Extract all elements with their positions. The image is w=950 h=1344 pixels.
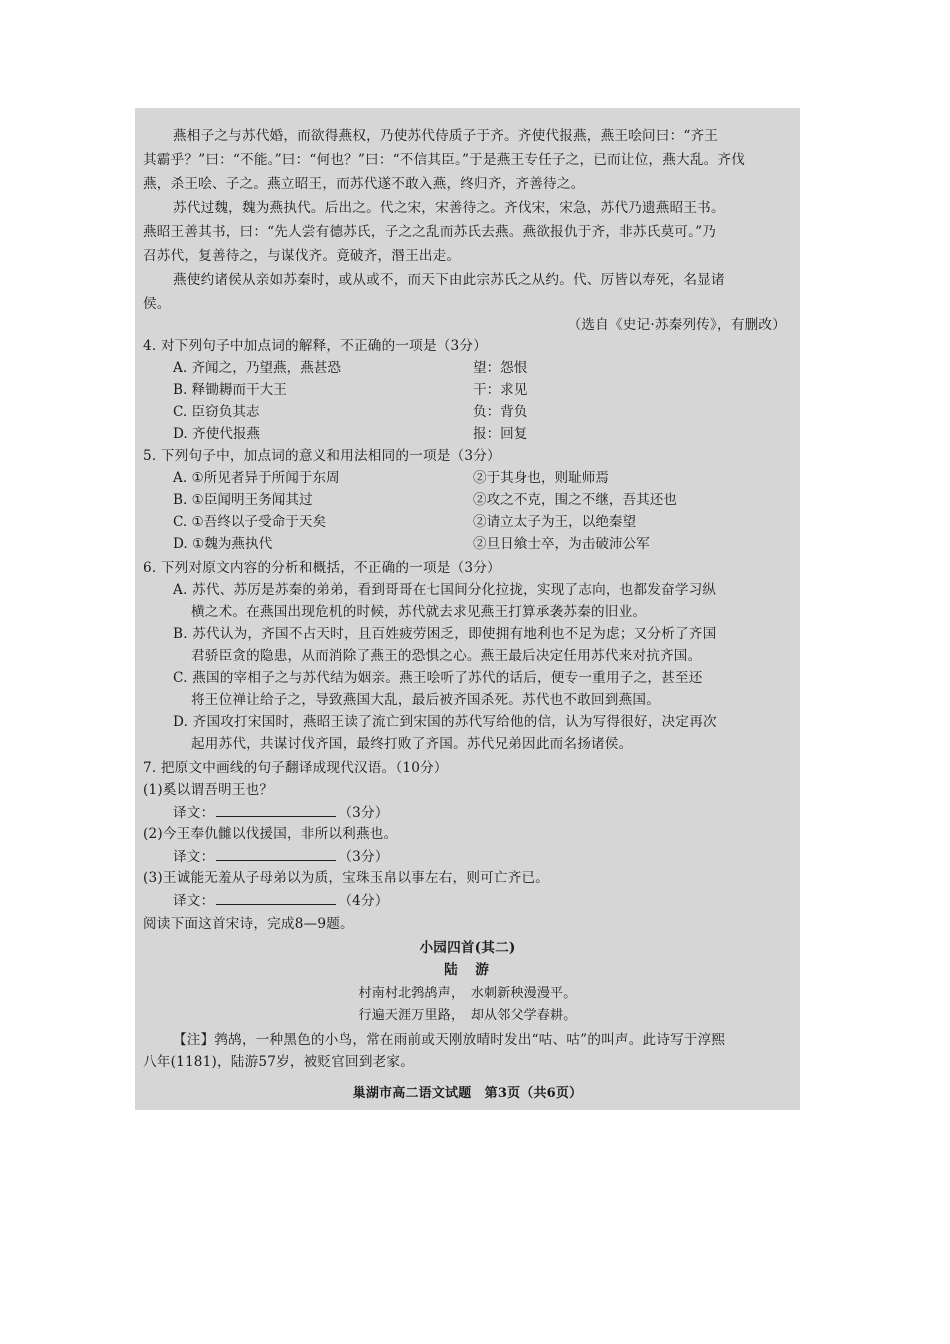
question-4-stem: 4. 对下列句子中加点词的解释，不正确的一项是（3分） <box>143 338 487 354</box>
q5-option-b-2: ②攻之不克，围之不继，吾其还也 <box>473 492 677 508</box>
q4-option-c: C. 臣窃负其志 <box>173 404 260 420</box>
poem-note-line: 【注】鹁鸪，一种黑色的小鸟，常在雨前或天刚放晴时发出“咕、咕”的叫声。此诗写于淳熙 <box>173 1032 726 1048</box>
page-footer: 巢湖市高二语文试题 第3页（共6页） <box>352 1086 583 1101</box>
q5-option-d-2: ②旦日飨士卒，为击破沛公军 <box>473 536 650 552</box>
q6-option-d-line: 起用苏代，共谋讨伐齐国，最终打败了齐国。苏代兄弟因此而名扬诸侯。 <box>191 736 633 752</box>
q6-option-c-line: C. 燕国的宰相子之与苏代结为姻亲。燕王哙听了苏代的话后，便专一重用子之，甚至还 <box>173 670 703 686</box>
passage-line: 燕，杀王哙、子之。燕立昭王，而苏代遂不敢入燕，终归齐，齐善待之。 <box>143 176 585 192</box>
poem-title: 小园四首(其二) <box>419 940 516 956</box>
passage-line: 其霸乎？”曰：“不能。”曰：“何也？”曰：“不信其臣。”于是燕王专任子之，已而让位，燕大乱。齐伐 <box>143 152 745 168</box>
answer-label: 译文： <box>173 805 215 821</box>
question-6-stem: 6. 下列对原文内容的分析和概括，不正确的一项是（3分） <box>143 560 501 576</box>
answer-blank[interactable] <box>216 890 336 905</box>
poem-instructions: 阅读下面这首宋诗，完成8—9题。 <box>143 916 354 932</box>
score: （3分） <box>338 849 389 865</box>
score: （4分） <box>338 893 389 909</box>
q4-option-d: D. 齐使代报燕 <box>173 426 261 442</box>
q7-answer-row-3 <box>173 890 794 911</box>
q5-option-c-2: ②请立太子为王，以绝秦望 <box>473 514 637 530</box>
q4-option-a-gloss: 望：怨恨 <box>473 360 528 376</box>
exam-page <box>135 108 800 1110</box>
q6-option-a-line: A. 苏代、苏厉是苏秦的弟弟，看到哥哥在七国间分化拉拢，实现了志向，也都发奋学习纵 <box>173 582 717 598</box>
poem-line-1: 村南村北鹁鸪声， 水刺新秧漫漫平。 <box>358 986 577 1001</box>
q6-option-d-line: D. 齐国攻打宋国时，燕昭王读了流亡到宋国的苏代写给他的信，认为写得很好，决定再次 <box>173 714 717 730</box>
q7-sentence-1: (1)奚以谓吾明王也？ <box>143 782 274 798</box>
q5-option-c-1: C. ①吾终以子受命于天矣 <box>173 514 327 530</box>
score: （3分） <box>338 805 389 821</box>
answer-label: 译文： <box>173 849 215 865</box>
q6-option-c-line: 将王位禅让给子之，导致燕国大乱，最后被齐国杀死。苏代也不敢回到燕国。 <box>191 692 660 708</box>
passage-source: （选自《史记·苏秦列传》，有删改） <box>567 317 786 333</box>
question-5-stem: 5. 下列句子中，加点词的意义和用法相同的一项是（3分） <box>143 448 501 464</box>
q7-sentence-3: (3)王诚能无羞从子母弟以为质，宝珠玉帛以事左右，则可亡齐已。 <box>143 870 550 886</box>
answer-blank[interactable] <box>216 846 336 861</box>
q4-option-c-gloss: 负：背负 <box>473 404 528 420</box>
q7-answer-row-2 <box>173 846 794 867</box>
poem-line-2: 行遍天涯万里路， 却从邻父学春耕。 <box>358 1008 577 1023</box>
answer-label: 译文： <box>173 893 215 909</box>
passage-line: 召苏代，复善待之，与谋伐齐。竟破齐，湣王出走。 <box>143 248 461 264</box>
q4-option-a: A. 齐闻之，乃望燕，燕甚恐 <box>173 360 341 376</box>
q4-option-b: B. 释锄耨而干大王 <box>173 382 287 398</box>
passage-line: 燕昭王善其书，曰：“先人尝有德苏氏，子之之乱而苏氏去燕。燕欲报仇于齐，非苏氏莫可。”乃 <box>143 224 717 240</box>
q5-option-a-2: ②于其身也，则耻师焉 <box>473 470 609 486</box>
q7-answer-row-1 <box>173 802 794 823</box>
answer-blank[interactable] <box>216 802 336 817</box>
q6-option-b-line: 君骄臣贪的隐患，从而消除了燕王的恐惧之心。燕王最后决定任用苏代来对抗齐国。 <box>191 648 702 664</box>
q6-option-b-line: B. 苏代认为，齐国不占天时，且百姓疲劳困乏，即使拥有地利也不足为虑；又分析了齐国 <box>173 626 717 642</box>
passage-line: 苏代过魏，魏为燕执代。后出之。代之宋，宋善待之。齐伐宋，宋急，苏代乃遗燕昭王书。 <box>173 200 725 216</box>
poem-note-line: 八年(1181)，陆游57岁，被贬官回到老家。 <box>143 1054 415 1070</box>
q4-option-b-gloss: 干：求见 <box>473 382 528 398</box>
question-7-stem: 7. 把原文中画线的句子翻译成现代汉语。（10分） <box>143 760 448 776</box>
q5-option-a-1: A. ①所见者异于所闻于东周 <box>173 470 340 486</box>
q5-option-b-1: B. ①臣闻明王务闻其过 <box>173 492 313 508</box>
poem-author: 陆 游 <box>444 962 491 978</box>
q6-option-a-line: 横之术。在燕国出现危机的时候，苏代就去求见燕王打算承袭苏秦的旧业。 <box>191 604 647 620</box>
passage-line: 燕使约诸侯从亲如苏秦时，或从或不，而天下由此宗苏氏之从约。代、厉皆以寿死，名显诸 <box>173 272 725 288</box>
passage-line: 侯。 <box>143 296 171 312</box>
q4-option-d-gloss: 报：回复 <box>473 426 528 442</box>
q5-option-d-1: D. ①魏为燕执代 <box>173 536 273 552</box>
passage-line: 燕相子之与苏代婚，而欲得燕权，乃使苏代侍质子于齐。齐使代报燕，燕王哙问曰：“齐王 <box>173 128 719 144</box>
q7-sentence-2: (2)今王奉仇雠以伐援国，非所以利燕也。 <box>143 826 398 842</box>
